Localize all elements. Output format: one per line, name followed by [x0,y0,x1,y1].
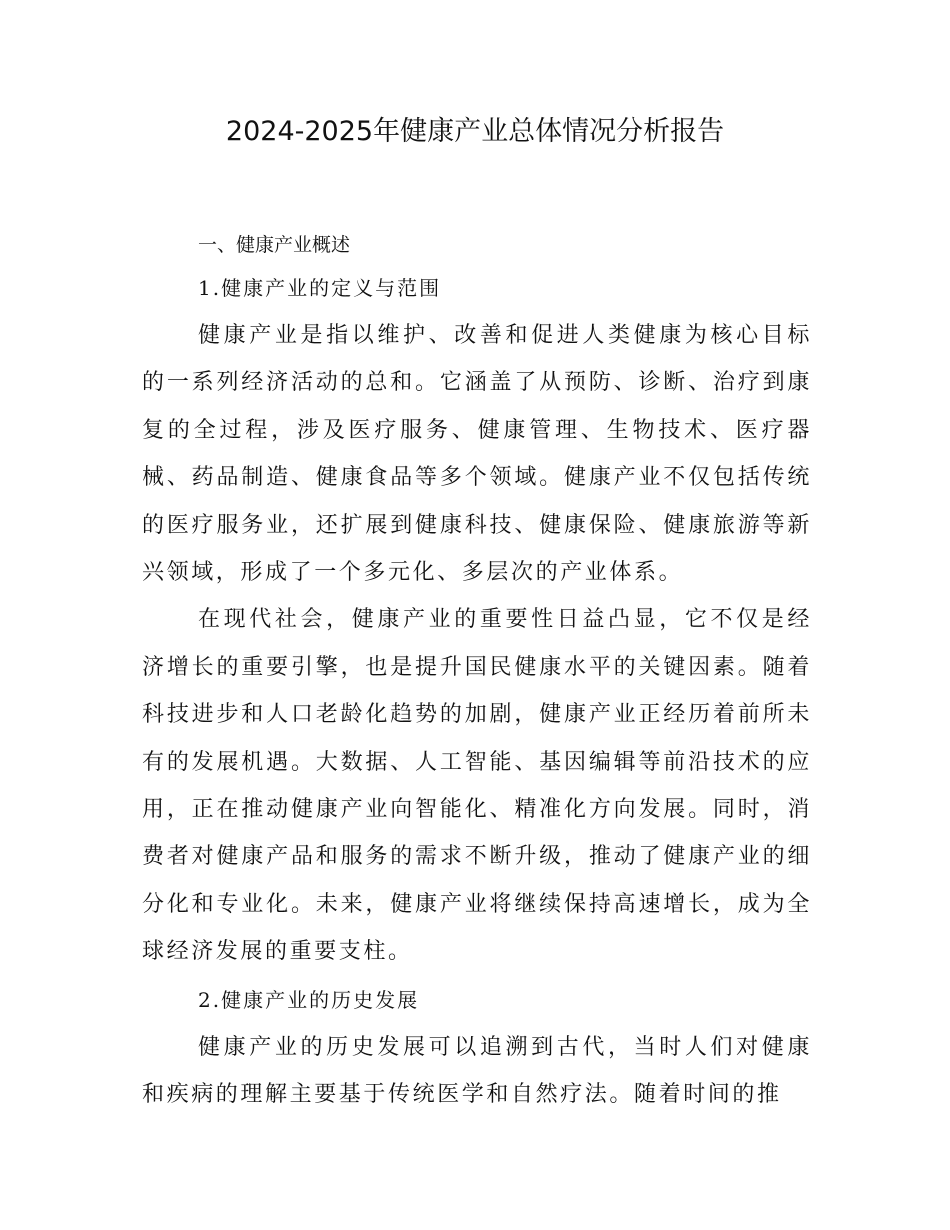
document-body [142,226,812,1119]
subheading-history: 2.健康产业的历史发展 [198,987,420,1012]
paragraph-history: 健康产业的历史发展可以追溯到古代，当时人们对健康和疾病的理解主要基于传统医学和自然疗法。随着时间的推 [142,1034,812,1108]
paragraph-importance: 在现代社会，健康产业的重要性日益凸显，它不仅是经济增长的重要引擎，也是提升国民健康水平的关键因素。随着科技进步和人口老龄化趋势的加剧，健康产业正经历着前所未有的发展机遇。大数据、人工智能、基因编辑等前沿技术的应用，正在推动健康产业向智能化、精准化方向发展。同时，消费者对健康产品和服务的需求不断升级，推动了健康产业的细分化和专业化。未来，健康产业将继续保持高速增长，成为全球经济发展的重要支柱。 [142,607,812,965]
document-title: 2024-2025年健康产业总体情况分析报告 [225,116,725,147]
paragraph-definition: 健康产业是指以维护、改善和促进人类健康为核心目标的一系列经济活动的总和。它涵盖了从预防、诊断、治疗到康复的全过程，涉及医疗服务、健康管理、生物技术、医疗器械、药品制造、健康食品等多个领域。健康产业不仅包括传统的医疗服务业，还扩展到健康科技、健康保险、健康旅游等新兴领域，形成了一个多元化、多层次的产业体系。 [142,323,812,586]
section-heading-overview: 一、健康产业概述 [198,234,351,256]
subheading-definition-scope: 1.健康产业的定义与范围 [198,276,442,300]
